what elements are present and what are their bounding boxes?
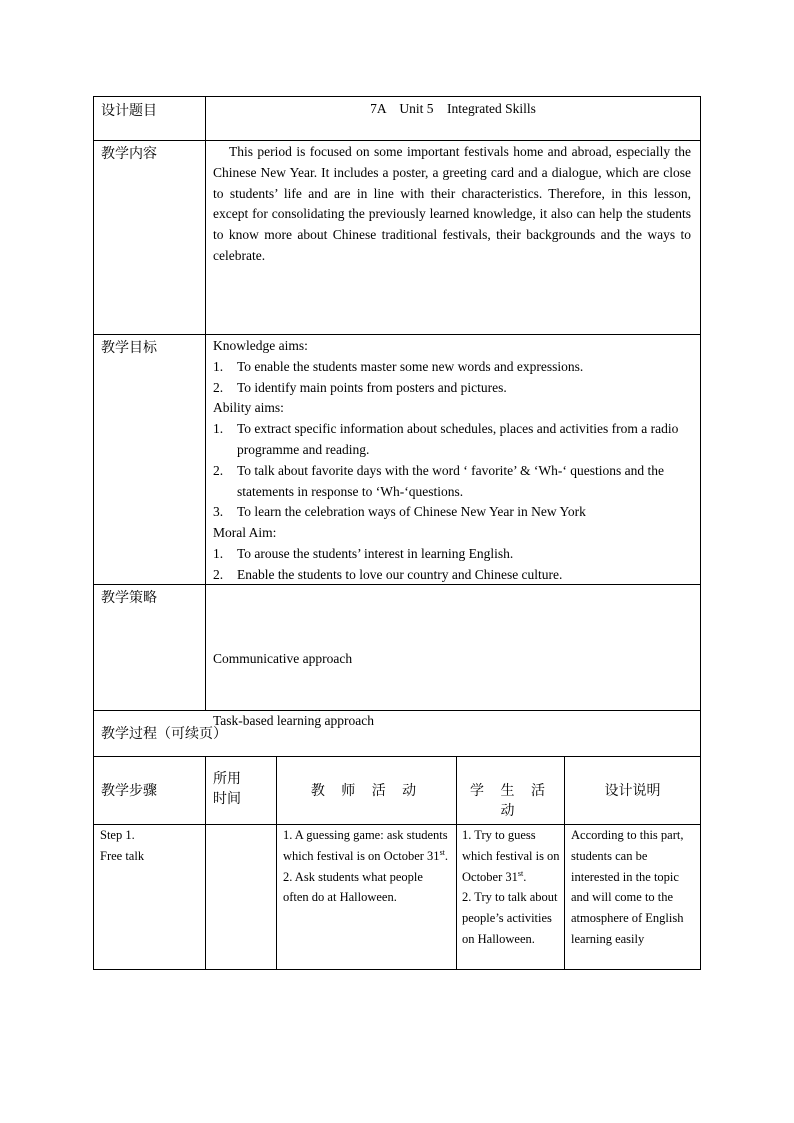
process-label: 教学过程（可续页）: [101, 726, 227, 742]
knowledge-list: [213, 357, 695, 399]
list-item: 1. To arouse the students’ interest in learning English.: [213, 545, 514, 561]
objectives-label: 教学目标: [101, 340, 157, 356]
list-item: 2. To talk about favorite days with the word ‘ favorite’ & ‘Wh-‘ questions and the statements in response to ‘Wh-‘questions.: [213, 462, 664, 499]
design-title-label: 设计题目: [101, 103, 157, 119]
content-text: This period is focused on some important festivals home and abroad, especially the Chinese New Year. It includes a poster, a greeting card and a dialogue, which are close to students’ life and are in line with their characteristics. Therefore, in this lesson, except for consolidating the previously learned knowledge, it also can help the students to know more about Chinese traditional festivals, their backgrounds and the ways to celebrate.: [213, 144, 691, 263]
content-label: 教学内容: [101, 146, 157, 162]
row-divider: [94, 334, 700, 335]
lesson-plan-table: [93, 96, 701, 970]
teacher-activity-cell: 1. A guessing game: ask students which festival is on October 31st. 2. Ask students what people often do at Halloween.: [283, 828, 449, 905]
ability-list: [213, 419, 695, 523]
teacher-activity-header: 教 师 活 动: [310, 783, 423, 799]
step-cell: Step 1. Free talk: [100, 828, 145, 863]
column-divider: [205, 756, 206, 969]
row-divider: [94, 140, 700, 141]
strategy-item: Communicative approach: [213, 650, 353, 666]
time-header: 所用 时间: [213, 771, 241, 807]
list-item: 2. To identify main points from posters and pictures.: [213, 379, 507, 395]
design-notes-cell: According to this part, students can be interested in the topic and will come to the atmosphere of English learning easily: [571, 828, 684, 946]
knowledge-heading: Knowledge aims:: [213, 338, 308, 353]
objectives-content: [213, 336, 695, 586]
student-activity-header: 学 生 活 动: [470, 783, 551, 819]
list-item: 3. To learn the celebration ways of Chinese New Year in New York: [213, 504, 586, 520]
moral-list: [213, 544, 695, 586]
list-item: 1. To enable the students master some new words and expressions.: [213, 358, 584, 374]
moral-heading: Moral Aim:: [213, 525, 277, 541]
ability-heading: Ability aims:: [213, 400, 284, 416]
design-title-value: 7A Unit 5 Integrated Skills: [370, 101, 536, 116]
strategy-content: [213, 607, 693, 773]
design-notes-header: 设计说明: [604, 783, 661, 799]
list-item: 1. To extract specific information about schedules, places and activities from a radio programme and reading.: [213, 421, 679, 457]
column-divider: [205, 97, 206, 710]
strategy-item: Task-based learning approach: [213, 712, 374, 728]
list-item: 2. Enable the students to love our country and Chinese culture.: [213, 566, 563, 582]
strategy-label: 教学策略: [101, 590, 157, 606]
student-activity-cell: 1. Try to guess which festival is on October 31st. 2. Try to talk about people’s activities on Halloween.: [462, 828, 560, 946]
step-header: 教学步骤: [101, 783, 157, 799]
